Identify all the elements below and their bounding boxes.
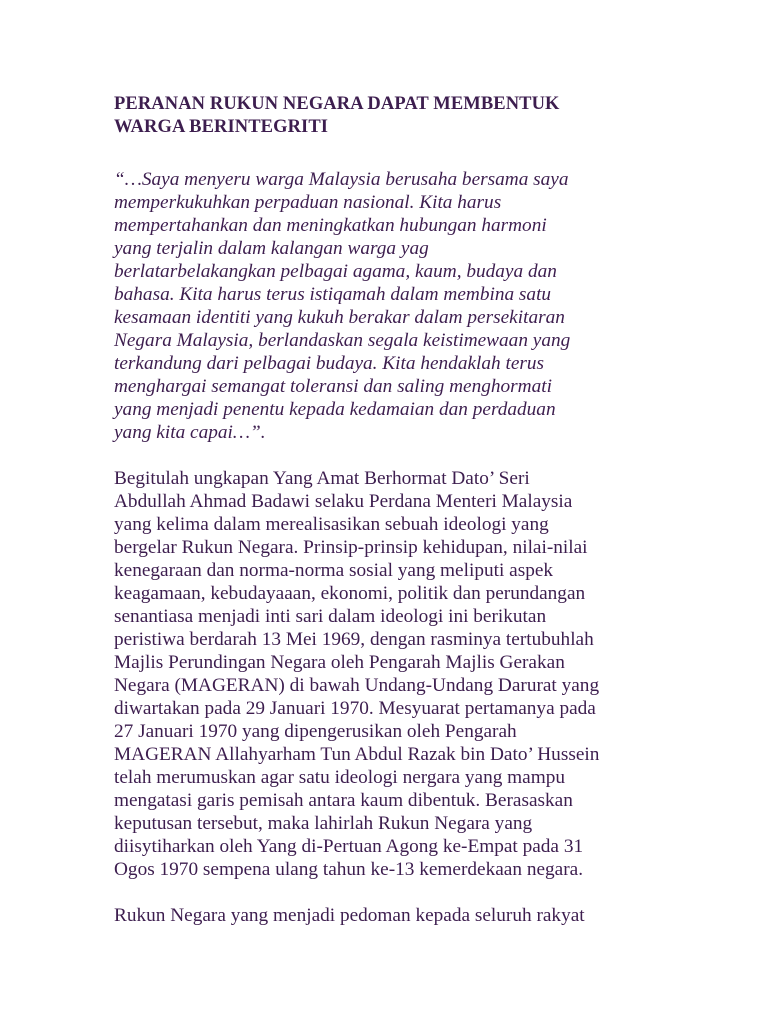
paragraph-line: diisytiharkan oleh Yang di-Pertuan Agong ke-Empat pada 31	[114, 836, 584, 857]
paragraph-line: keagamaan, kebudayaaan, ekonomi, politik dan perundangan	[114, 583, 586, 604]
paragraph-line: bergelar Rukun Negara. Prinsip-prinsip kehidupan, nilai-nilai	[114, 537, 588, 558]
body-paragraph-2	[114, 904, 714, 927]
paragraph-line: Ogos 1970 sempena ulang tahun ke-13 kemerdekaan negara.	[114, 859, 584, 880]
title-line: WARGA BERINTEGRITI	[114, 117, 329, 137]
paragraph-line: peristiwa berdarah 13 Mei 1969, dengan rasminya tertubuhlah	[114, 629, 594, 650]
quote-line: berlatarbelakangkan pelbagai agama, kaum, budaya dan	[114, 261, 557, 282]
paragraph-line: Negara (MAGERAN) di bawah Undang-Undang Darurat yang	[114, 675, 600, 696]
quote-line: mempertahankan dan meningkatkan hubungan harmoni	[114, 215, 547, 236]
quote-line: Negara Malaysia, berlandaskan segala keistimewaan yang	[114, 330, 571, 351]
quote-line: menghargai semangat toleransi dan saling menghormati	[114, 376, 552, 397]
document-content	[114, 93, 714, 927]
paragraph-line: yang kelima dalam merealisasikan sebuah ideologi yang	[114, 514, 549, 535]
quote-line: “…Saya menyeru warga Malaysia berusaha bersama saya	[114, 169, 569, 190]
quote-line: bahasa. Kita harus terus istiqamah dalam membina satu	[114, 284, 552, 305]
paragraph-line: Rukun Negara yang menjadi pedoman kepada seluruh rakyat	[114, 905, 585, 926]
paragraph-line: keputusan tersebut, maka lahirlah Rukun Negara yang	[114, 813, 533, 834]
paragraph-line: Abdullah Ahmad Badawi selaku Perdana Menteri Malaysia	[114, 491, 573, 512]
quote-line: kesamaan identiti yang kukuh berakar dalam persekitaran	[114, 307, 565, 328]
paragraph-line: Begitulah ungkapan Yang Amat Berhormat Dato’ Seri	[114, 468, 530, 489]
document-title	[114, 93, 714, 139]
paragraph-line: kenegaraan dan norma-norma sosial yang meliputi aspek	[114, 560, 554, 581]
paragraph-line: 27 Januari 1970 yang dipengerusikan oleh Pengarah	[114, 721, 517, 742]
quote-line: yang terjalin dalam kalangan warga yag	[114, 238, 429, 259]
paragraph-line: Majlis Perundingan Negara oleh Pengarah Majlis Gerakan	[114, 652, 565, 673]
quote-line: yang menjadi penentu kepada kedamaian dan perdaduan	[114, 399, 556, 420]
paragraph-line: diwartakan pada 29 Januari 1970. Mesyuarat pertamanya pada	[114, 698, 596, 719]
paragraph-line: mengatasi garis pemisah antara kaum dibentuk. Berasaskan	[114, 790, 573, 811]
paragraph-line: telah merumuskan agar satu ideologi nergara yang mampu	[114, 767, 566, 788]
quote-line: yang kita capai…”.	[114, 422, 266, 443]
paragraph-line: senantiasa menjadi inti sari dalam ideologi ini berikutan	[114, 606, 547, 627]
body-paragraph-1	[114, 467, 714, 881]
quote-paragraph	[114, 168, 714, 444]
quote-line: terkandung dari pelbagai budaya. Kita hendaklah terus	[114, 353, 545, 374]
paragraph-line: MAGERAN Allahyarham Tun Abdul Razak bin Dato’ Hussein	[114, 744, 600, 765]
quote-line: memperkukuhkan perpaduan nasional. Kita harus	[114, 192, 502, 213]
title-line: PERANAN RUKUN NEGARA DAPAT MEMBENTUK	[114, 94, 560, 114]
